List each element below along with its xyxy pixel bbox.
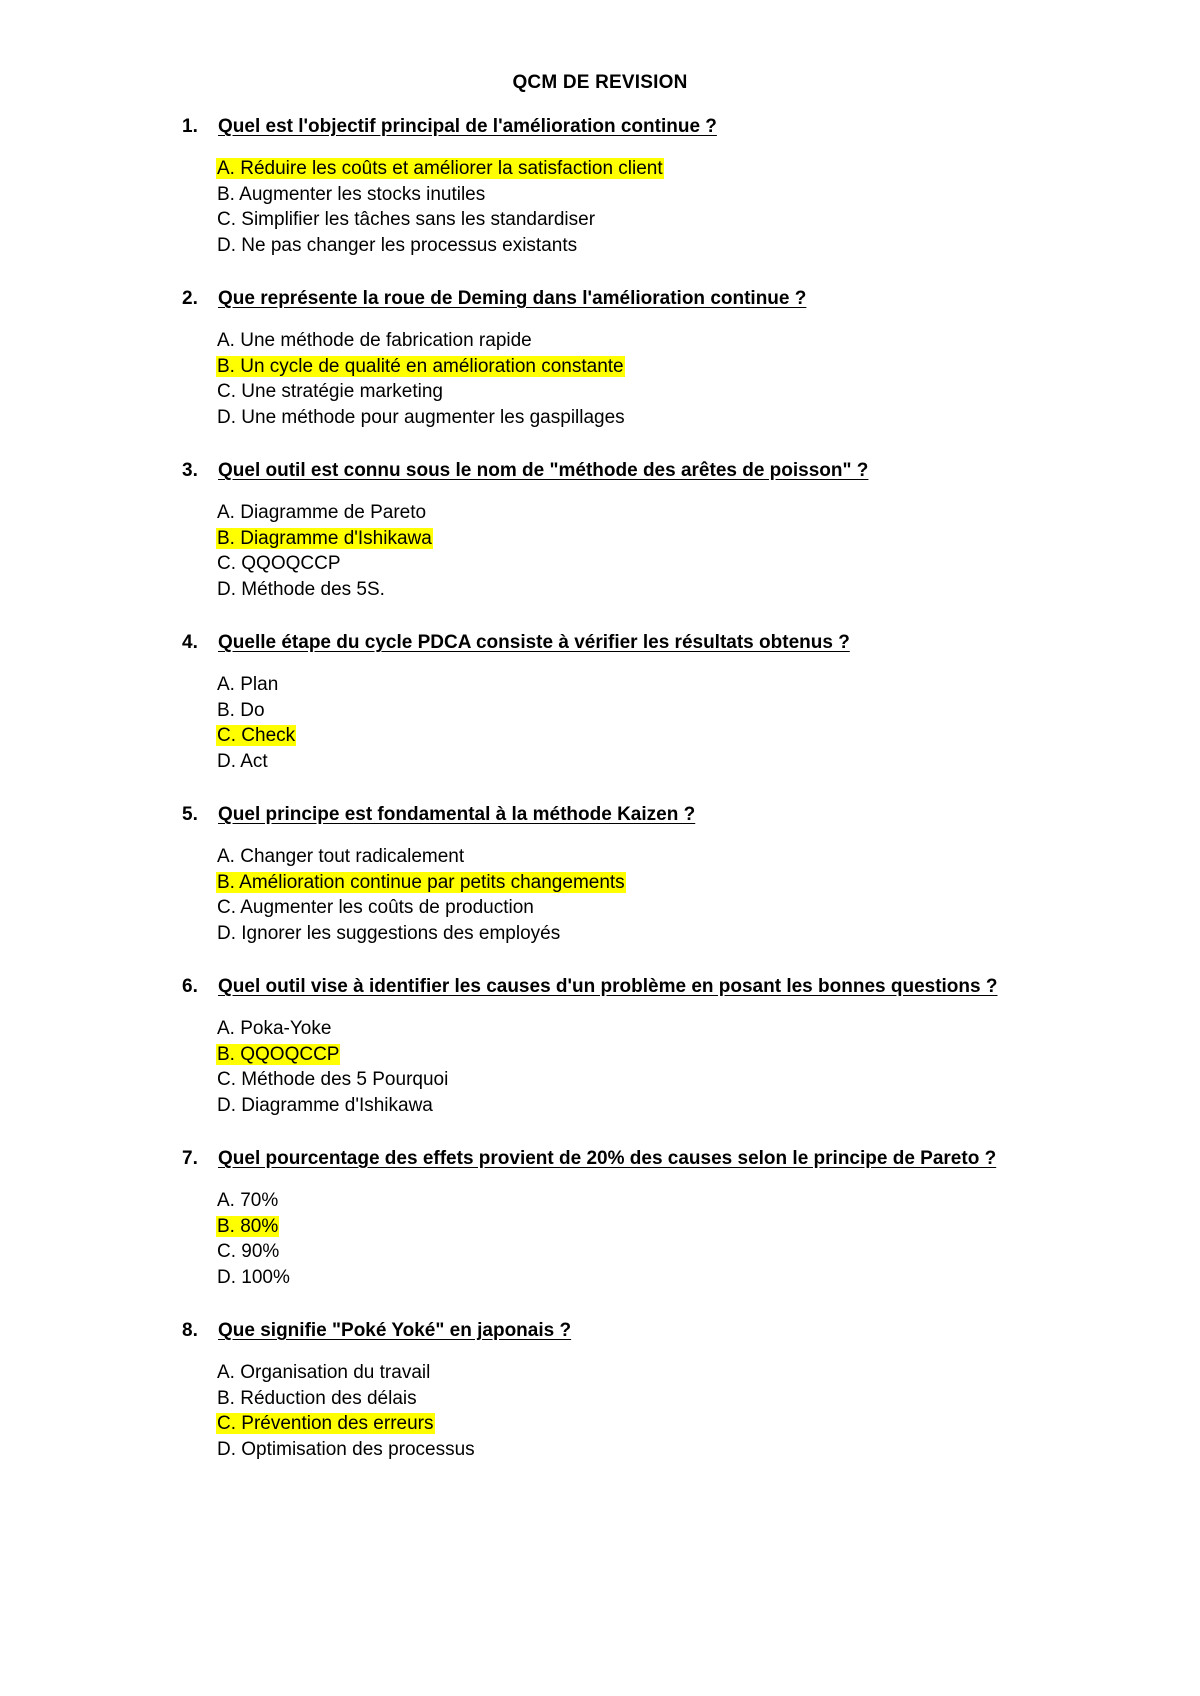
question-list [182, 116, 1082, 1492]
question-block [182, 116, 1082, 288]
answer-option-label: D. Optimisation des processus [217, 1438, 475, 1460]
answer-option [216, 698, 1082, 724]
answer-option [216, 405, 1082, 431]
question-number: 3. [182, 460, 198, 481]
answer-options [216, 500, 1082, 602]
answer-option-correct [216, 870, 1082, 896]
question-heading [182, 976, 1082, 1002]
answer-option [216, 749, 1082, 775]
answer-option-label: D. Diagramme d'Ishikawa [217, 1094, 433, 1116]
answer-option-label: C. Augmenter les coûts de production [217, 897, 534, 918]
answer-options [216, 156, 1082, 258]
answer-option-label: D. Ne pas changer les processus existants [217, 234, 578, 256]
answer-option-label: C. Méthode des 5 Pourquoi [217, 1069, 449, 1090]
question-number: 5. [182, 804, 198, 825]
answer-option [216, 895, 1082, 921]
answer-option-label: A. Changer tout radicalement [217, 846, 465, 867]
answer-option [216, 182, 1082, 208]
answer-options [216, 1360, 1082, 1462]
answer-option [216, 500, 1082, 526]
answer-option-correct [216, 156, 1082, 182]
answer-option [216, 233, 1082, 259]
question-text: Que signifie "Poké Yoké" en japonais ? [218, 1320, 572, 1341]
answer-option-label: A. Diagramme de Pareto [217, 502, 427, 523]
question-block [182, 1148, 1082, 1320]
answer-option [216, 328, 1082, 354]
answer-option [216, 1093, 1082, 1119]
answer-option-label: B. Diagramme d'Ishikawa [217, 527, 432, 549]
answer-option [216, 844, 1082, 870]
answer-options [216, 1188, 1082, 1290]
question-heading [182, 288, 1082, 314]
answer-option-label: A. Réduire les coûts et améliorer la satisfaction client [217, 158, 663, 179]
answer-option [216, 207, 1082, 233]
answer-option [216, 379, 1082, 405]
answer-option-label: D. Méthode des 5S. [217, 578, 385, 600]
question-number: 4. [182, 632, 198, 653]
question-heading [182, 1320, 1082, 1346]
question-heading [182, 632, 1082, 658]
answer-option-label: B. Augmenter les stocks inutiles [217, 183, 486, 205]
answer-options [216, 328, 1082, 430]
question-block [182, 976, 1082, 1148]
answer-option-label: A. Une méthode de fabrication rapide [217, 330, 532, 351]
answer-option [216, 921, 1082, 947]
answer-option [216, 1360, 1082, 1386]
answer-option-label: C. QQOQCCP [217, 553, 341, 574]
answer-option-correct [216, 1214, 1082, 1240]
answer-option-correct [216, 354, 1082, 380]
question-number: 2. [182, 288, 198, 309]
answer-option-correct [216, 1042, 1082, 1068]
answer-option-label: A. Poka-Yoke [217, 1018, 332, 1039]
answer-option-label: C. 90% [217, 1241, 280, 1262]
question-heading [182, 116, 1082, 142]
question-block [182, 460, 1082, 632]
answer-options [216, 1016, 1082, 1118]
question-block [182, 632, 1082, 804]
answer-option-label: D. 100% [217, 1266, 290, 1288]
question-text: Quel principe est fondamental à la méthode Kaizen ? [218, 804, 696, 825]
answer-option-label: A. Plan [217, 674, 279, 695]
answer-options [216, 844, 1082, 946]
question-text: Quel est l'objectif principal de l'amélioration continue ? [218, 116, 717, 137]
answer-option-label: B. Réduction des délais [217, 1387, 417, 1409]
question-number: 7. [182, 1148, 198, 1169]
question-text: Quel outil est connu sous le nom de "méthode des arêtes de poisson" ? [218, 460, 869, 481]
answer-option [216, 1188, 1082, 1214]
question-text: Quel outil vise à identifier les causes d'un problème en posant les bonnes questions ? [218, 976, 998, 997]
answer-option-label: D. Une méthode pour augmenter les gaspillages [217, 406, 625, 428]
answer-option-label: B. QQOQCCP [217, 1043, 340, 1065]
answer-option [216, 551, 1082, 577]
answer-option-correct [216, 526, 1082, 552]
question-text: Quelle étape du cycle PDCA consiste à vérifier les résultats obtenus ? [218, 632, 850, 653]
answer-option-label: D. Act [217, 750, 268, 772]
answer-option-label: A. 70% [217, 1190, 279, 1211]
answer-option-label: B. Do [217, 699, 265, 721]
answer-option-label: C. Check [217, 725, 296, 746]
answer-option [216, 1067, 1082, 1093]
question-text: Que représente la roue de Deming dans l'amélioration continue ? [218, 288, 807, 309]
answer-option [216, 577, 1082, 603]
answer-option-correct [216, 723, 1082, 749]
question-heading [182, 460, 1082, 486]
answer-option [216, 1016, 1082, 1042]
answer-option-label: B. 80% [217, 1215, 279, 1237]
answer-option-correct [216, 1411, 1082, 1437]
answer-option-label: C. Prévention des erreurs [217, 1413, 434, 1434]
answer-option-label: C. Une stratégie marketing [217, 381, 443, 402]
answer-option-label: D. Ignorer les suggestions des employés [217, 922, 561, 944]
answer-option [216, 672, 1082, 698]
question-block [182, 288, 1082, 460]
answer-option [216, 1386, 1082, 1412]
question-block [182, 1320, 1082, 1492]
answer-option [216, 1239, 1082, 1265]
page-title: QCM DE REVISION [512, 72, 688, 93]
question-heading [182, 804, 1082, 830]
answer-option-label: B. Un cycle de qualité en amélioration constante [217, 355, 624, 377]
answer-option-label: C. Simplifier les tâches sans les standardiser [217, 209, 596, 230]
question-block [182, 804, 1082, 976]
question-number: 8. [182, 1320, 198, 1341]
question-text: Quel pourcentage des effets provient de 20% des causes selon le principe de Pareto ? [218, 1148, 997, 1169]
answer-option-label: A. Organisation du travail [217, 1362, 431, 1383]
answer-option [216, 1265, 1082, 1291]
question-number: 1. [182, 116, 198, 137]
answer-option-label: B. Amélioration continue par petits changements [217, 871, 625, 893]
answer-options [216, 672, 1082, 774]
question-number: 6. [182, 976, 198, 997]
answer-option [216, 1437, 1082, 1463]
question-heading [182, 1148, 1082, 1174]
